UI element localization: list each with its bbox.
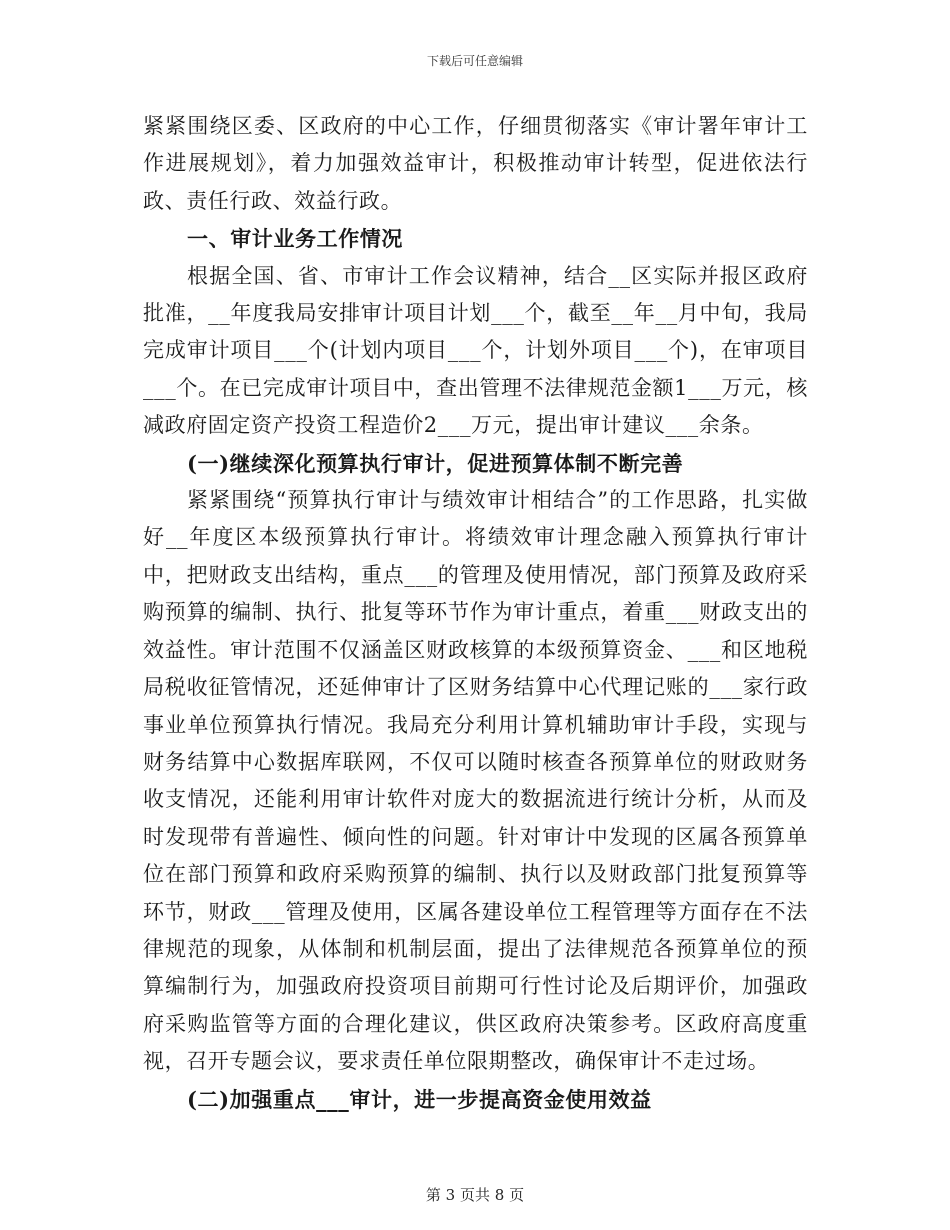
page-header: 下载后可任意编辑 xyxy=(426,54,523,68)
budget-audit-paragraph: 紧紧围绕“预算执行审计与绩效审计相结合”的工作思路，扎实做好__年度区本级预算执行审计。将绩效审计理念融入预算执行审计中，把财政支出结构，重点___的管理及使用情况，部门预算及政府采购预算的编制、执行、批复等环节作为审计重点，着重___财政支出的效益性。审计范围不仅涵盖区财政核算的本级预算资金、___和区地税局税收征管情况，还延伸审计了区财务结算中心代理记账的___家行政事业单位预算执行情况。我局充分利用计算机辅助审计手段，实现与财务结算中心数据库联网，不仅可以随时核查各预算单位的财政财务收支情况，还能利用审计软件对庞大的数据流进行统计分析，从而及时发现带有普遍性、倾向性的问题。针对审计中发现的区属各预算单位在部门预算和政府采购预算的编制、执行以及财政部门批复预算等环节，财政___管理及使用，区属各建设单位工程管理等方面存在不法律规范的现象，从体制和机制层面，提出了法律规范各预算单位的预算编制行为，加强政府投资项目前期可行性讨论及后期评价，加强政府采购监管等方面的合理化建议，供区政府决策参考。区政府高度重视，召开专题会议，要求责任单位限期整改，确保审计不走过场。 xyxy=(143,488,808,1074)
intro-paragraph: 紧紧围绕区委、区政府的中心工作，仔细贯彻落实《审计署年审计工作进展规划》，着力加强效益审计，积极推动审计转型，促进依法行政、责任行政、效益行政。 xyxy=(143,114,808,213)
section-heading-audit-work: 一、审计业务工作情况 xyxy=(187,226,403,252)
page-footer: 第 3 页共 8 页 xyxy=(425,1186,525,1204)
document-body xyxy=(143,108,808,1118)
audit-summary-paragraph: 根据全国、省、市审计工作会议精神，结合__区实际并报区政府批准，__年度我局安排审计项目计划___个，截至__年__月中旬，我局完成审计项目___个(计划内项目___个，计划外项目___个)，在审项目___个。在已完成审计项目中，查出管理不法律规范金额1___万元，核减政府固定资产投资工程造价2___万元，提出审计建议___余条。 xyxy=(143,263,808,438)
subheading-key-audit: (二)加强重点___审计，进一步提高资金使用效益 xyxy=(187,1086,652,1112)
subheading-budget-audit: (一)继续深化预算执行审计，促进预算体制不断完善 xyxy=(187,450,684,476)
